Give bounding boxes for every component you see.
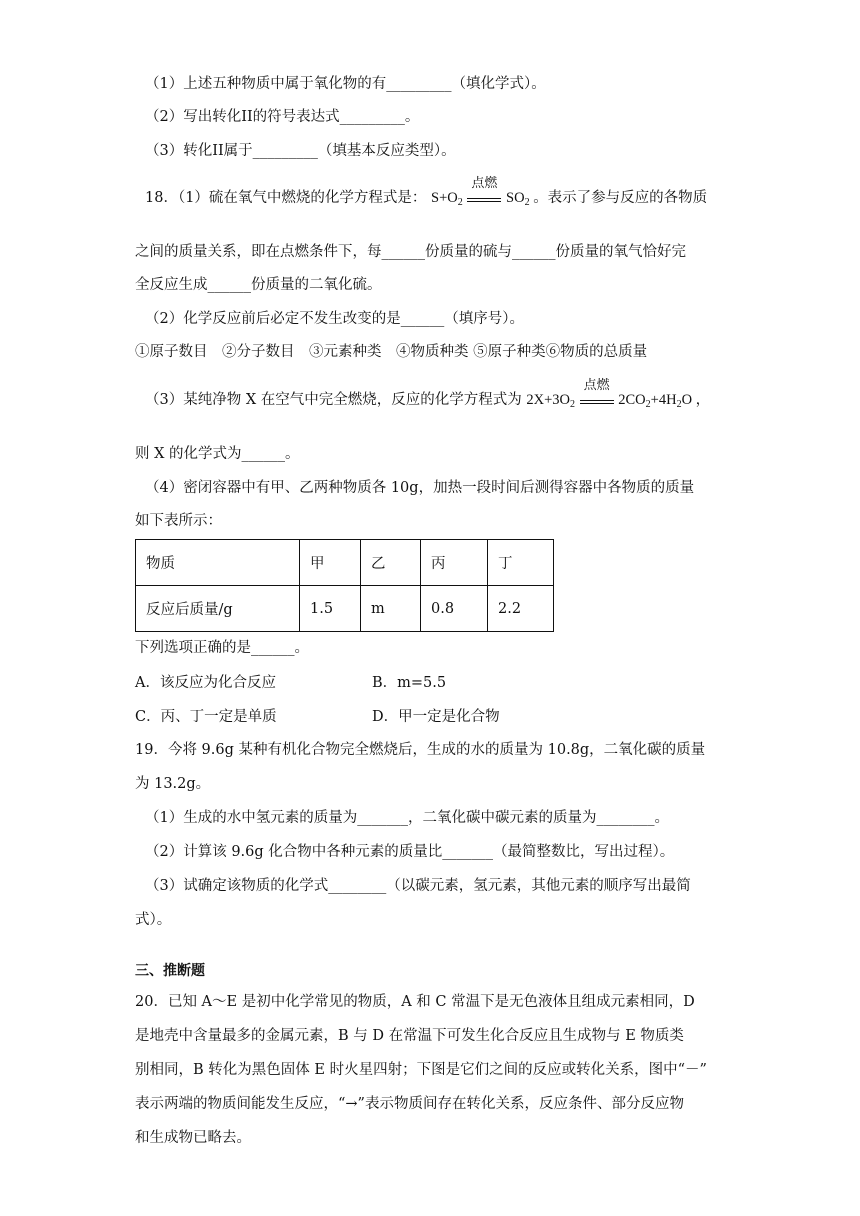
table-cell: 0.8 — [421, 586, 488, 632]
eq2-product-h2o: +4H — [650, 392, 677, 408]
q18-part3-line1 — [145, 376, 711, 411]
table-cell: m — [361, 586, 421, 632]
q17-part2: （2）写出转化II的符号表达式_________。 — [145, 109, 420, 125]
q18-part4-line1: （4）密闭容器中有甲、乙两种物质各 10g，加热一段时间后测得容器中各物质的质量 — [145, 480, 695, 496]
table-row — [136, 586, 554, 632]
eq1-reactants: S+O — [431, 190, 458, 206]
q18-part1-line2: 之间的质量关系，即在点燃条件下，每______份质量的硫与______份质量的氧气恰好完 — [135, 244, 686, 260]
section-title: 三、推断题 — [135, 963, 205, 979]
equation-sulfur-combustion — [431, 174, 533, 208]
table-cell: 反应后质量/g — [136, 586, 300, 632]
q18-part4-prompt: 下列选项正确的是______。 — [135, 640, 309, 656]
q18-part2-options: ①原子数目 ②分子数目 ③元素种类 ④物质种类 ⑤原子种类⑥物质的总质量 — [135, 344, 648, 360]
q17-part3: （3）转化II属于_________（填基本反应类型）。 — [145, 143, 456, 159]
eq2-product-co2: 2CO — [618, 392, 646, 408]
eq1-product: SO — [506, 190, 525, 206]
q20-line1: 20．已知 A～E 是初中化学常见的物质，A 和 C 常温下是无色液体且组成元素相同，D — [135, 994, 695, 1010]
q19-part3-line2: 式）。 — [135, 912, 172, 928]
condition-label: 点燃 — [471, 174, 498, 190]
q20-line2: 是地壳中含量最多的金属元素，B 与 D 在常温下可发生化合反应且生成物与 E 物质类 — [135, 1028, 684, 1044]
q20-line3: 别相同，B 转化为黑色固体 E 时火星四射；下图是它们之间的反应或转化关系，图中“－” — [135, 1062, 707, 1078]
eq1-sub: 2 — [457, 197, 463, 208]
table-cell: 1.5 — [300, 586, 361, 632]
q18-part4-line2: 如下表所示： — [135, 513, 222, 529]
reaction-condition-arrow — [467, 174, 501, 209]
eq2-sub: 2 — [676, 399, 682, 410]
eq1-sub: 2 — [524, 197, 530, 208]
q18-part1-line1 — [145, 174, 708, 209]
table-cell: 2.2 — [488, 586, 554, 632]
option-b: B．m=5.5 — [372, 675, 447, 691]
equation-x-combustion — [526, 376, 695, 410]
q20-line5: 和生成物已略去。 — [135, 1130, 251, 1146]
option-c: C．丙、丁一定是单质 — [135, 709, 277, 725]
eq2-reactants: 2X+3O — [526, 392, 570, 408]
q19-part2: （2）计算该 9.6g 化合物中各种元素的质量比_______（最简整数比，写出过程）。 — [145, 844, 675, 860]
q19-part3-line1: （3）试确定该物质的化学式________（以碳元素，氢元素，其他元素的顺序写出最简 — [145, 878, 691, 894]
option-d: D．甲一定是化合物 — [372, 709, 500, 725]
q17-part1: （1）上述五种物质中属于氧化物的有_________（填化学式）。 — [145, 76, 546, 92]
q18-part2: （2）化学反应前后必定不发生改变的是______（填序号）。 — [145, 311, 524, 327]
mass-table — [135, 539, 554, 632]
q18-tail-text: 。表示了参与反应的各物质 — [533, 190, 708, 206]
table-cell: 物质 — [136, 540, 300, 586]
table-cell: 乙 — [361, 540, 421, 586]
q20-line4: 表示两端的物质间能发生反应，“→”表示物质间存在转化关系，反应条件、部分反应物 — [135, 1096, 684, 1112]
q18-part3-tail: ， — [695, 392, 711, 408]
table-cell: 丁 — [488, 540, 554, 586]
eq2-sub: 2 — [570, 399, 575, 410]
q19-part1: （1）生成的水中氢元素的质量为_______，二氧化碳中碳元素的质量为________。 — [145, 810, 669, 826]
condition-label: 点燃 — [583, 376, 610, 392]
reaction-condition-arrow — [580, 376, 614, 411]
q19-line2: 为 13.2g。 — [135, 776, 211, 792]
q18-lead-text: 18．（1）硫在氧气中燃烧的化学方程式是： — [145, 190, 427, 206]
q18-part3-line2: 则 X 的化学式为______。 — [135, 446, 300, 462]
eq2-product-o: O — [681, 392, 693, 408]
q19-line1: 19．今将 9.6g 某种有机化合物完全燃烧后，生成的水的质量为 10.8g，二氧化碳的质量 — [135, 742, 706, 758]
table-row — [136, 540, 554, 586]
option-a: A．该反应为化合反应 — [135, 675, 276, 691]
q18-part3-lead: （3）某纯净物 X 在空气中完全燃烧，反应的化学方程式为 — [145, 392, 522, 408]
table-cell: 甲 — [300, 540, 361, 586]
q18-part1-line3: 全反应生成______份质量的二氧化硫。 — [135, 277, 382, 293]
table-cell: 丙 — [421, 540, 488, 586]
eq2-sub: 2 — [645, 399, 651, 410]
